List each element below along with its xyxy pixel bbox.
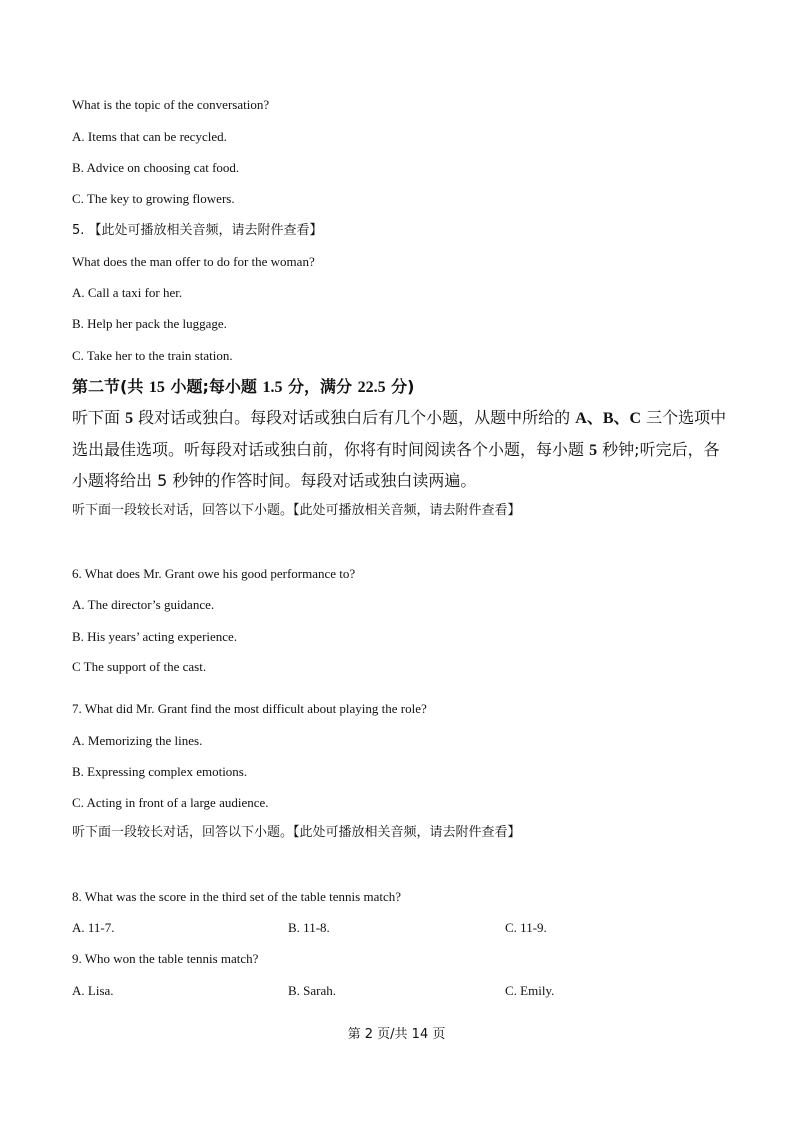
section-title: 第二节(共 15 小题;每小题 1.5 分，满分 22.5 分) [72, 377, 415, 396]
option-b: B. Help her pack the luggage. [72, 316, 227, 331]
section-instructions-line-3: 小题将给出 5 秒钟的作答时间。每段对话或独白读两遍。 [72, 471, 477, 490]
question-text: What does the man offer to do for the woman? [72, 254, 315, 269]
option-c: C The support of the cast. [72, 659, 207, 674]
question-text: 6. What does Mr. Grant owe his good performance to? [72, 566, 356, 581]
option-c: C. Emily. [505, 983, 555, 998]
option-a: A. The director’s guidance. [72, 597, 215, 612]
option-b: B. His years’ acting experience. [72, 629, 238, 644]
section-instructions-line-1: 听下面 5 段对话或独白。每段对话或独白后有几个小题，从题中所给的 A、B、C 三个选项中 [72, 408, 727, 427]
question-text: 9. Who won the table tennis match? [72, 951, 259, 966]
dialog-prompt: 听下面一段较长对话，回答以下小题。【此处可播放相关音频，请去附件查看】 [72, 503, 521, 518]
option-b: B. Sarah. [288, 983, 337, 998]
option-b: B. Advice on choosing cat food. [72, 160, 240, 175]
option-a: A. Lisa. [72, 983, 114, 998]
option-c: C. Acting in front of a large audience. [72, 795, 269, 810]
section-instructions-line-2: 选出最佳选项。听每段对话或独白前，你将有时间阅读各个小题，每小题 5 秒钟;听完后，各 [72, 440, 720, 459]
option-c: C. 11-9. [505, 920, 547, 935]
question-header: 5. 【此处可播放相关音频，请去附件查看】 [72, 223, 323, 238]
option-a: A. Memorizing the lines. [72, 733, 203, 748]
question-text: What is the topic of the conversation? [72, 97, 270, 112]
option-b: B. Expressing complex emotions. [72, 764, 248, 779]
option-a: A. Items that can be recycled. [72, 129, 227, 144]
option-a: A. 11-7. [72, 920, 115, 935]
option-c: C. Take her to the train station. [72, 348, 233, 363]
dialog-prompt: 听下面一段较长对话，回答以下小题。【此处可播放相关音频，请去附件查看】 [72, 825, 521, 840]
option-a: A. Call a taxi for her. [72, 285, 183, 300]
option-b: B. 11-8. [288, 920, 330, 935]
option-c: C. The key to growing flowers. [72, 191, 235, 206]
question-text: 8. What was the score in the third set of the table tennis match? [72, 889, 401, 904]
page-number: 第 2 页/共 14 页 [347, 1027, 446, 1042]
question-text: 7. What did Mr. Grant find the most difficult about playing the role? [72, 701, 427, 716]
